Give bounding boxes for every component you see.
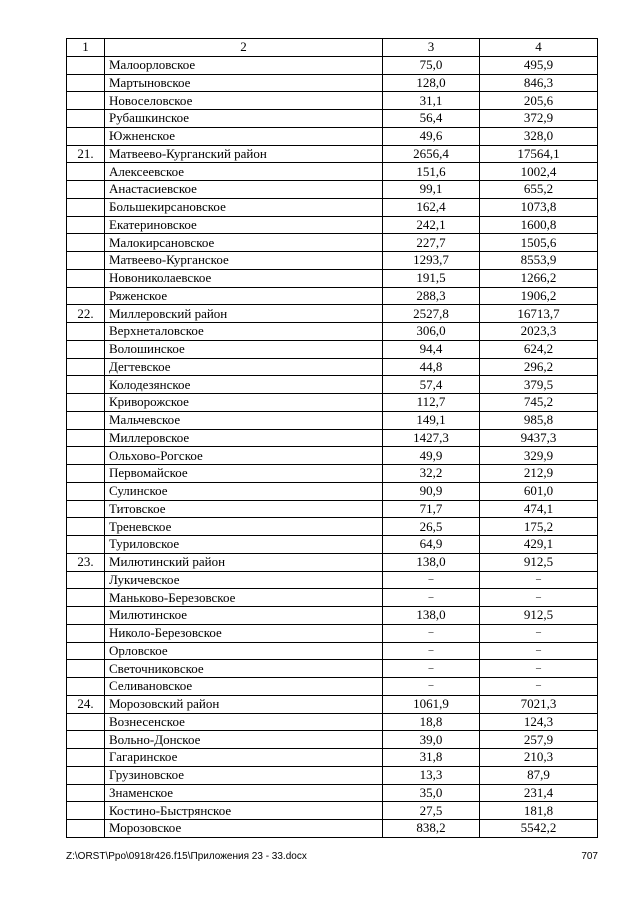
row-number [67, 482, 105, 500]
row-value-col4: 9437,3 [480, 429, 598, 447]
row-name: Рубашкинское [105, 110, 383, 128]
row-number [67, 429, 105, 447]
row-name: Дегтевское [105, 358, 383, 376]
row-value-col4: 231,4 [480, 784, 598, 802]
row-value-col3: 26,5 [383, 518, 480, 536]
row-value-col3: 191,5 [383, 269, 480, 287]
row-number [67, 234, 105, 252]
row-value-col4: 257,9 [480, 731, 598, 749]
row-number [67, 465, 105, 483]
row-value-col3: 49,6 [383, 127, 480, 145]
table-row [67, 92, 598, 110]
row-number [67, 749, 105, 767]
row-value-col3: 112,7 [383, 394, 480, 412]
row-number [67, 820, 105, 838]
row-value-col4: 2023,3 [480, 323, 598, 341]
table-row [67, 394, 598, 412]
row-value-col4: 175,2 [480, 518, 598, 536]
row-number [67, 92, 105, 110]
row-value-col3: 56,4 [383, 110, 480, 128]
table-row [67, 784, 598, 802]
table-header-row [67, 39, 598, 57]
row-value-col3: 2527,8 [383, 305, 480, 323]
row-number [67, 571, 105, 589]
table-row [67, 500, 598, 518]
row-value-col4: 8553,9 [480, 252, 598, 270]
row-number [67, 607, 105, 625]
row-name: Милютинское [105, 607, 383, 625]
row-name: Титовское [105, 500, 383, 518]
row-value-col3: 39,0 [383, 731, 480, 749]
row-name: Николо-Березовское [105, 624, 383, 642]
row-value-col4: – [480, 589, 598, 607]
row-value-col4: – [480, 624, 598, 642]
row-number [67, 216, 105, 234]
row-value-col4: 1266,2 [480, 269, 598, 287]
table-row [67, 465, 598, 483]
row-value-col3: 75,0 [383, 56, 480, 74]
row-number [67, 198, 105, 216]
table-row [67, 695, 598, 713]
row-value-col3: 99,1 [383, 181, 480, 199]
row-value-col4: 212,9 [480, 465, 598, 483]
row-number [67, 518, 105, 536]
row-name: Сулинское [105, 482, 383, 500]
row-number [67, 713, 105, 731]
row-value-col4: 1600,8 [480, 216, 598, 234]
row-number [67, 163, 105, 181]
table-row [67, 56, 598, 74]
table-row [67, 234, 598, 252]
row-value-col3: 306,0 [383, 323, 480, 341]
row-name: Екатериновское [105, 216, 383, 234]
row-value-col3: 31,1 [383, 92, 480, 110]
table-row [67, 642, 598, 660]
table-body [67, 56, 598, 837]
table-row [67, 589, 598, 607]
row-name: Лукичевское [105, 571, 383, 589]
row-value-col3: 1061,9 [383, 695, 480, 713]
row-value-col4: 329,9 [480, 447, 598, 465]
row-value-col3: 49,9 [383, 447, 480, 465]
row-value-col4: 912,5 [480, 553, 598, 571]
row-value-col3: 90,9 [383, 482, 480, 500]
row-value-col3: – [383, 624, 480, 642]
row-number [67, 74, 105, 92]
footer-file-path: Z:\ORST\Ppo\0918r426.f15\Приложения 23 - 33.docx [66, 851, 307, 862]
row-name: Морозовский район [105, 695, 383, 713]
table-row [67, 447, 598, 465]
row-name: Ольхово-Рогское [105, 447, 383, 465]
page-number: 707 [581, 851, 598, 862]
row-value-col4: 429,1 [480, 536, 598, 554]
row-number [67, 589, 105, 607]
row-name: Криворожское [105, 394, 383, 412]
table-row [67, 181, 598, 199]
table-row [67, 624, 598, 642]
row-name: Вольно-Донское [105, 731, 383, 749]
row-value-col4: 846,3 [480, 74, 598, 92]
row-name: Колодезянское [105, 376, 383, 394]
table-row [67, 269, 598, 287]
row-name: Матвеево-Курганский район [105, 145, 383, 163]
table-row [67, 571, 598, 589]
table-row [67, 287, 598, 305]
row-value-col3: 242,1 [383, 216, 480, 234]
table-row [67, 216, 598, 234]
row-value-col4: 124,3 [480, 713, 598, 731]
row-value-col3: 1427,3 [383, 429, 480, 447]
row-value-col4: 495,9 [480, 56, 598, 74]
row-name: Знаменское [105, 784, 383, 802]
row-name: Матвеево-Курганское [105, 252, 383, 270]
row-value-col4: 985,8 [480, 411, 598, 429]
row-name: Туриловское [105, 536, 383, 554]
row-number [67, 731, 105, 749]
row-number [67, 358, 105, 376]
row-number [67, 624, 105, 642]
row-number [67, 127, 105, 145]
row-number [67, 678, 105, 696]
row-name: Треневское [105, 518, 383, 536]
row-name: Новоселовское [105, 92, 383, 110]
row-value-col3: 151,6 [383, 163, 480, 181]
row-value-col3: 13,3 [383, 766, 480, 784]
row-number: 22. [67, 305, 105, 323]
row-value-col3: 288,3 [383, 287, 480, 305]
row-name: Малоорловское [105, 56, 383, 74]
row-name: Орловское [105, 642, 383, 660]
header-col-1: 1 [67, 39, 105, 57]
row-number [67, 447, 105, 465]
row-number [67, 287, 105, 305]
row-value-col3: – [383, 589, 480, 607]
row-number: 23. [67, 553, 105, 571]
row-value-col3: 1293,7 [383, 252, 480, 270]
row-value-col4: 655,2 [480, 181, 598, 199]
table-row [67, 660, 598, 678]
row-name: Южненское [105, 127, 383, 145]
row-name: Миллеровское [105, 429, 383, 447]
row-value-col3: – [383, 678, 480, 696]
header-col-2: 2 [105, 39, 383, 57]
table-row [67, 376, 598, 394]
table-row [67, 411, 598, 429]
table-row [67, 358, 598, 376]
table-row [67, 163, 598, 181]
row-value-col3: – [383, 642, 480, 660]
row-value-col4: 1002,4 [480, 163, 598, 181]
row-name: Милютинский район [105, 553, 383, 571]
row-value-col4: 16713,7 [480, 305, 598, 323]
row-number [67, 394, 105, 412]
row-value-col4: – [480, 678, 598, 696]
table-row [67, 110, 598, 128]
row-value-col4: 17564,1 [480, 145, 598, 163]
row-value-col3: 2656,4 [383, 145, 480, 163]
row-number [67, 56, 105, 74]
row-value-col4: 328,0 [480, 127, 598, 145]
table-row [67, 429, 598, 447]
row-value-col3: 838,2 [383, 820, 480, 838]
row-number [67, 536, 105, 554]
table-row [67, 323, 598, 341]
table-row [67, 820, 598, 838]
row-value-col4: 745,2 [480, 394, 598, 412]
row-name: Верхнеталовское [105, 323, 383, 341]
row-number [67, 269, 105, 287]
row-value-col3: 57,4 [383, 376, 480, 394]
row-value-col4: 181,8 [480, 802, 598, 820]
table-row [67, 553, 598, 571]
row-value-col3: 44,8 [383, 358, 480, 376]
row-value-col4: 5542,2 [480, 820, 598, 838]
row-value-col3: 138,0 [383, 553, 480, 571]
row-value-col4: 210,3 [480, 749, 598, 767]
table-row [67, 731, 598, 749]
row-value-col4: 379,5 [480, 376, 598, 394]
row-name: Алексеевское [105, 163, 383, 181]
row-number: 21. [67, 145, 105, 163]
table-row [67, 518, 598, 536]
row-number [67, 500, 105, 518]
row-number [67, 340, 105, 358]
table-row [67, 713, 598, 731]
row-number [67, 784, 105, 802]
row-value-col3: 64,9 [383, 536, 480, 554]
row-number [67, 660, 105, 678]
row-value-col3: 227,7 [383, 234, 480, 252]
table-row [67, 766, 598, 784]
row-value-col4: 372,9 [480, 110, 598, 128]
row-name: Миллеровский район [105, 305, 383, 323]
row-value-col4: 1906,2 [480, 287, 598, 305]
row-value-col4: – [480, 571, 598, 589]
row-value-col4: 912,5 [480, 607, 598, 625]
row-value-col3: 18,8 [383, 713, 480, 731]
table-row [67, 74, 598, 92]
row-name: Селивановское [105, 678, 383, 696]
table-row [67, 198, 598, 216]
header-col-4: 4 [480, 39, 598, 57]
row-value-col4: 7021,3 [480, 695, 598, 713]
data-table [66, 38, 598, 838]
row-number [67, 766, 105, 784]
row-name: Гагаринское [105, 749, 383, 767]
row-value-col3: 138,0 [383, 607, 480, 625]
row-value-col4: – [480, 642, 598, 660]
row-value-col3: – [383, 660, 480, 678]
row-value-col4: 624,2 [480, 340, 598, 358]
row-value-col4: 205,6 [480, 92, 598, 110]
row-name: Новониколаевское [105, 269, 383, 287]
row-value-col4: 296,2 [480, 358, 598, 376]
row-value-col3: 32,2 [383, 465, 480, 483]
row-value-col4: 1505,6 [480, 234, 598, 252]
row-name: Мартыновское [105, 74, 383, 92]
row-value-col3: 128,0 [383, 74, 480, 92]
row-value-col3: 35,0 [383, 784, 480, 802]
row-number [67, 323, 105, 341]
row-name: Маньково-Березовское [105, 589, 383, 607]
row-value-col4: 474,1 [480, 500, 598, 518]
row-number [67, 411, 105, 429]
row-name: Костино-Быстрянское [105, 802, 383, 820]
table-row [67, 252, 598, 270]
row-name: Малокирсановское [105, 234, 383, 252]
row-value-col3: 71,7 [383, 500, 480, 518]
row-number [67, 252, 105, 270]
row-value-col3: 149,1 [383, 411, 480, 429]
row-value-col3: 94,4 [383, 340, 480, 358]
table-row [67, 482, 598, 500]
row-name: Морозовское [105, 820, 383, 838]
table-row [67, 145, 598, 163]
table-row [67, 802, 598, 820]
table-row [67, 340, 598, 358]
row-name: Первомайское [105, 465, 383, 483]
row-number: 24. [67, 695, 105, 713]
table-row [67, 305, 598, 323]
row-name: Анастасиевское [105, 181, 383, 199]
row-value-col3: – [383, 571, 480, 589]
row-number [67, 376, 105, 394]
table-row [67, 536, 598, 554]
row-value-col4: 601,0 [480, 482, 598, 500]
row-value-col4: 1073,8 [480, 198, 598, 216]
row-number [67, 802, 105, 820]
table-row [67, 127, 598, 145]
row-value-col4: 87,9 [480, 766, 598, 784]
row-name: Грузиновское [105, 766, 383, 784]
table-row [67, 678, 598, 696]
row-name: Вознесенское [105, 713, 383, 731]
header-col-3: 3 [383, 39, 480, 57]
row-name: Большекирсановское [105, 198, 383, 216]
row-value-col4: – [480, 660, 598, 678]
table-row [67, 607, 598, 625]
row-number [67, 181, 105, 199]
row-name: Ряженское [105, 287, 383, 305]
row-name: Светочниковское [105, 660, 383, 678]
table-row [67, 749, 598, 767]
row-value-col3: 27,5 [383, 802, 480, 820]
row-value-col3: 162,4 [383, 198, 480, 216]
row-number [67, 642, 105, 660]
row-value-col3: 31,8 [383, 749, 480, 767]
row-name: Мальчевское [105, 411, 383, 429]
row-number [67, 110, 105, 128]
row-name: Волошинское [105, 340, 383, 358]
